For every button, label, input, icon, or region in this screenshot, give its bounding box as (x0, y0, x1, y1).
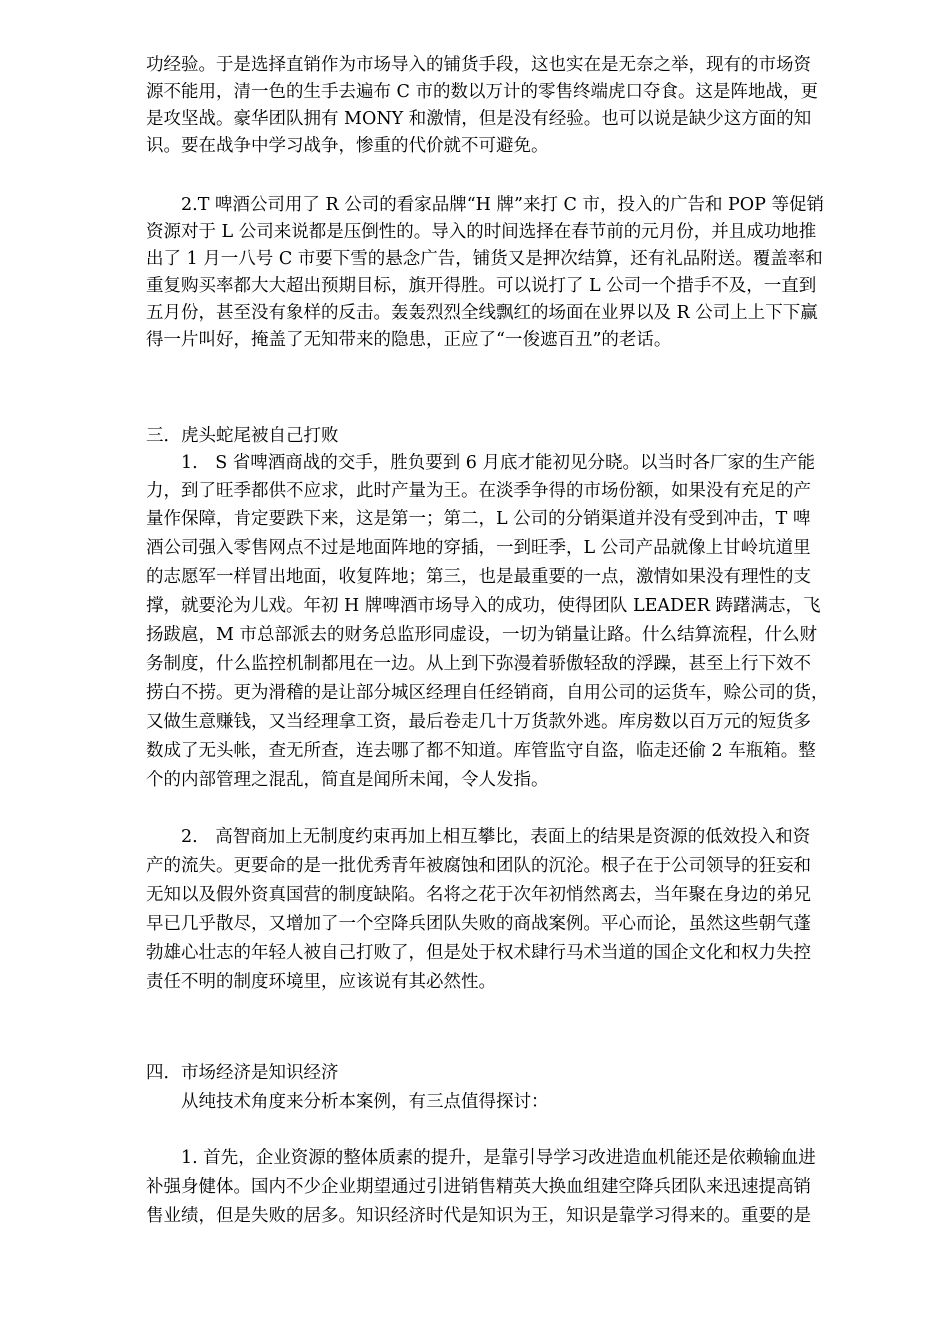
text-line: 2.T 啤酒公司用了 R 公司的看家品牌“H 牌”来打 C 市，投入的广告和 POP 等促销 (181, 195, 824, 215)
text-line: 力，到了旺季都供不应求，此时产量为王。在淡季争得的市场份额，如果没有充足的产 (146, 481, 811, 501)
text-line: 补强身健体。国内不少企业期望通过引进销售精英大换血组建空降兵团队来迅速提高销 (146, 1177, 811, 1197)
text-line: 数成了无头帐，查无所查，连去哪了都不知道。库管监守自盗，临走还偷 2 车瓶箱。整 (146, 741, 816, 761)
section-heading: 四．市场经济是知识经济 (146, 1063, 339, 1083)
text-line: 1. S 省啤酒商战的交手，胜负要到 6 月底才能初见分晓。以当时各厂家的生产能 (181, 453, 816, 473)
text-line: 酒公司强入零售网点不过是地面阵地的穿插，一到旺季，L 公司产品就像上甘岭坑道里 (146, 538, 811, 558)
text-line: 量作保障，肯定要跌下来，这是第一；第二，L 公司的分销渠道并没有受到冲击，T 啤 (146, 509, 811, 529)
text-line: 捞白不捞。更为滑稽的是让部分城区经理自任经销商，自用公司的运货车，赊公司的货， (146, 683, 829, 703)
text-line: 无知以及假外资真国营的制度缺陷。名将之花于次年初悄然离去，当年聚在身边的弟兄 (146, 885, 811, 905)
text-line: 出了 1 月一八号 C 市要下雪的悬念广告，铺货又是押次结算，还有礼品附送。覆盖率和 (146, 249, 823, 269)
text-line: 产的流失。更要命的是一批优秀青年被腐蚀和团队的沉沦。根子在于公司领导的狂妄和 (146, 856, 811, 876)
text-line: 源不能用，清一色的生手去遍布 C 市的数以万计的零售终端虎口夺食。这是阵地战，更 (146, 82, 819, 102)
text-line: 得一片叫好，掩盖了无知带来的隐患，正应了“一俊遮百丑”的老话。 (146, 330, 672, 350)
text-line: 的志愿军一样冒出地面，收复阵地；第三，也是最重要的一点，激情如果没有理性的支 (146, 567, 811, 587)
text-line: 功经验。于是选择直销作为市场导入的铺货手段，这也实在是无奈之举，现有的市场资 (146, 55, 811, 75)
text-line: 识。要在战争中学习战争，惨重的代价就不可避免。 (146, 136, 549, 156)
text-line: 扬跋扈，M 市总部派去的财务总监形同虚设，一切为销量让路。什么结算流程，什么财 (146, 625, 817, 645)
text-line: 五月份，甚至没有象样的反击。轰轰烈烈全线飘红的场面在业界以及 R 公司上上下下赢 (146, 303, 818, 323)
text-line: 售业绩，但是失败的居多。知识经济时代是知识为王，知识是靠学习得来的。重要的是 (146, 1206, 811, 1226)
text-line: 责任不明的制度环境里，应该说有其必然性。 (146, 972, 496, 992)
text-line: 重复购买率都大大超出预期目标，旗开得胜。可以说打了 L 公司一个措手不及，一直到 (146, 276, 817, 296)
text-line: 又做生意赚钱，又当经理拿工资，最后卷走几十万货款外逃。库房数以百万元的短货多 (146, 712, 811, 732)
text-line: 2. 高智商加上无制度约束再加上相互攀比，表面上的结果是资源的低效投入和资 (181, 827, 811, 847)
text-line: 从纯技术角度来分析本案例，有三点值得探讨： (181, 1092, 549, 1112)
text-line: 资源对于 L 公司来说都是压倒性的。导入的时间选择在春节前的元月份，并且成功地推 (146, 222, 817, 242)
text-line: 1. 首先，企业资源的整体质素的提升，是靠引导学习改进造血机能还是依赖输血进 (181, 1148, 816, 1168)
text-line: 务制度，什么监控机制都甩在一边。从上到下弥漫着骄傲轻敌的浮躁，甚至上行下效不 (146, 654, 811, 674)
text-line: 撑，就要沦为儿戏。年初 H 牌啤酒市场导入的成功，使得团队 LEADER 踌躇满志，飞 (146, 596, 821, 616)
section-heading: 三．虎头蛇尾被自己打败 (146, 426, 339, 446)
text-line: 勃雄心壮志的年轻人被自己打败了，但是处于权术肆行马术当道的国企文化和权力失控 (146, 943, 811, 963)
text-line: 早已几乎散尽，又增加了一个空降兵团队失败的商战案例。平心而论，虽然这些朝气蓬 (146, 914, 811, 934)
text-line: 是攻坚战。豪华团队拥有 MONY 和激情，但是没有经验。也可以说是缺少这方面的知 (146, 109, 812, 129)
text-line: 个的内部管理之混乱，简直是闻所未闻，令人发指。 (146, 770, 549, 790)
